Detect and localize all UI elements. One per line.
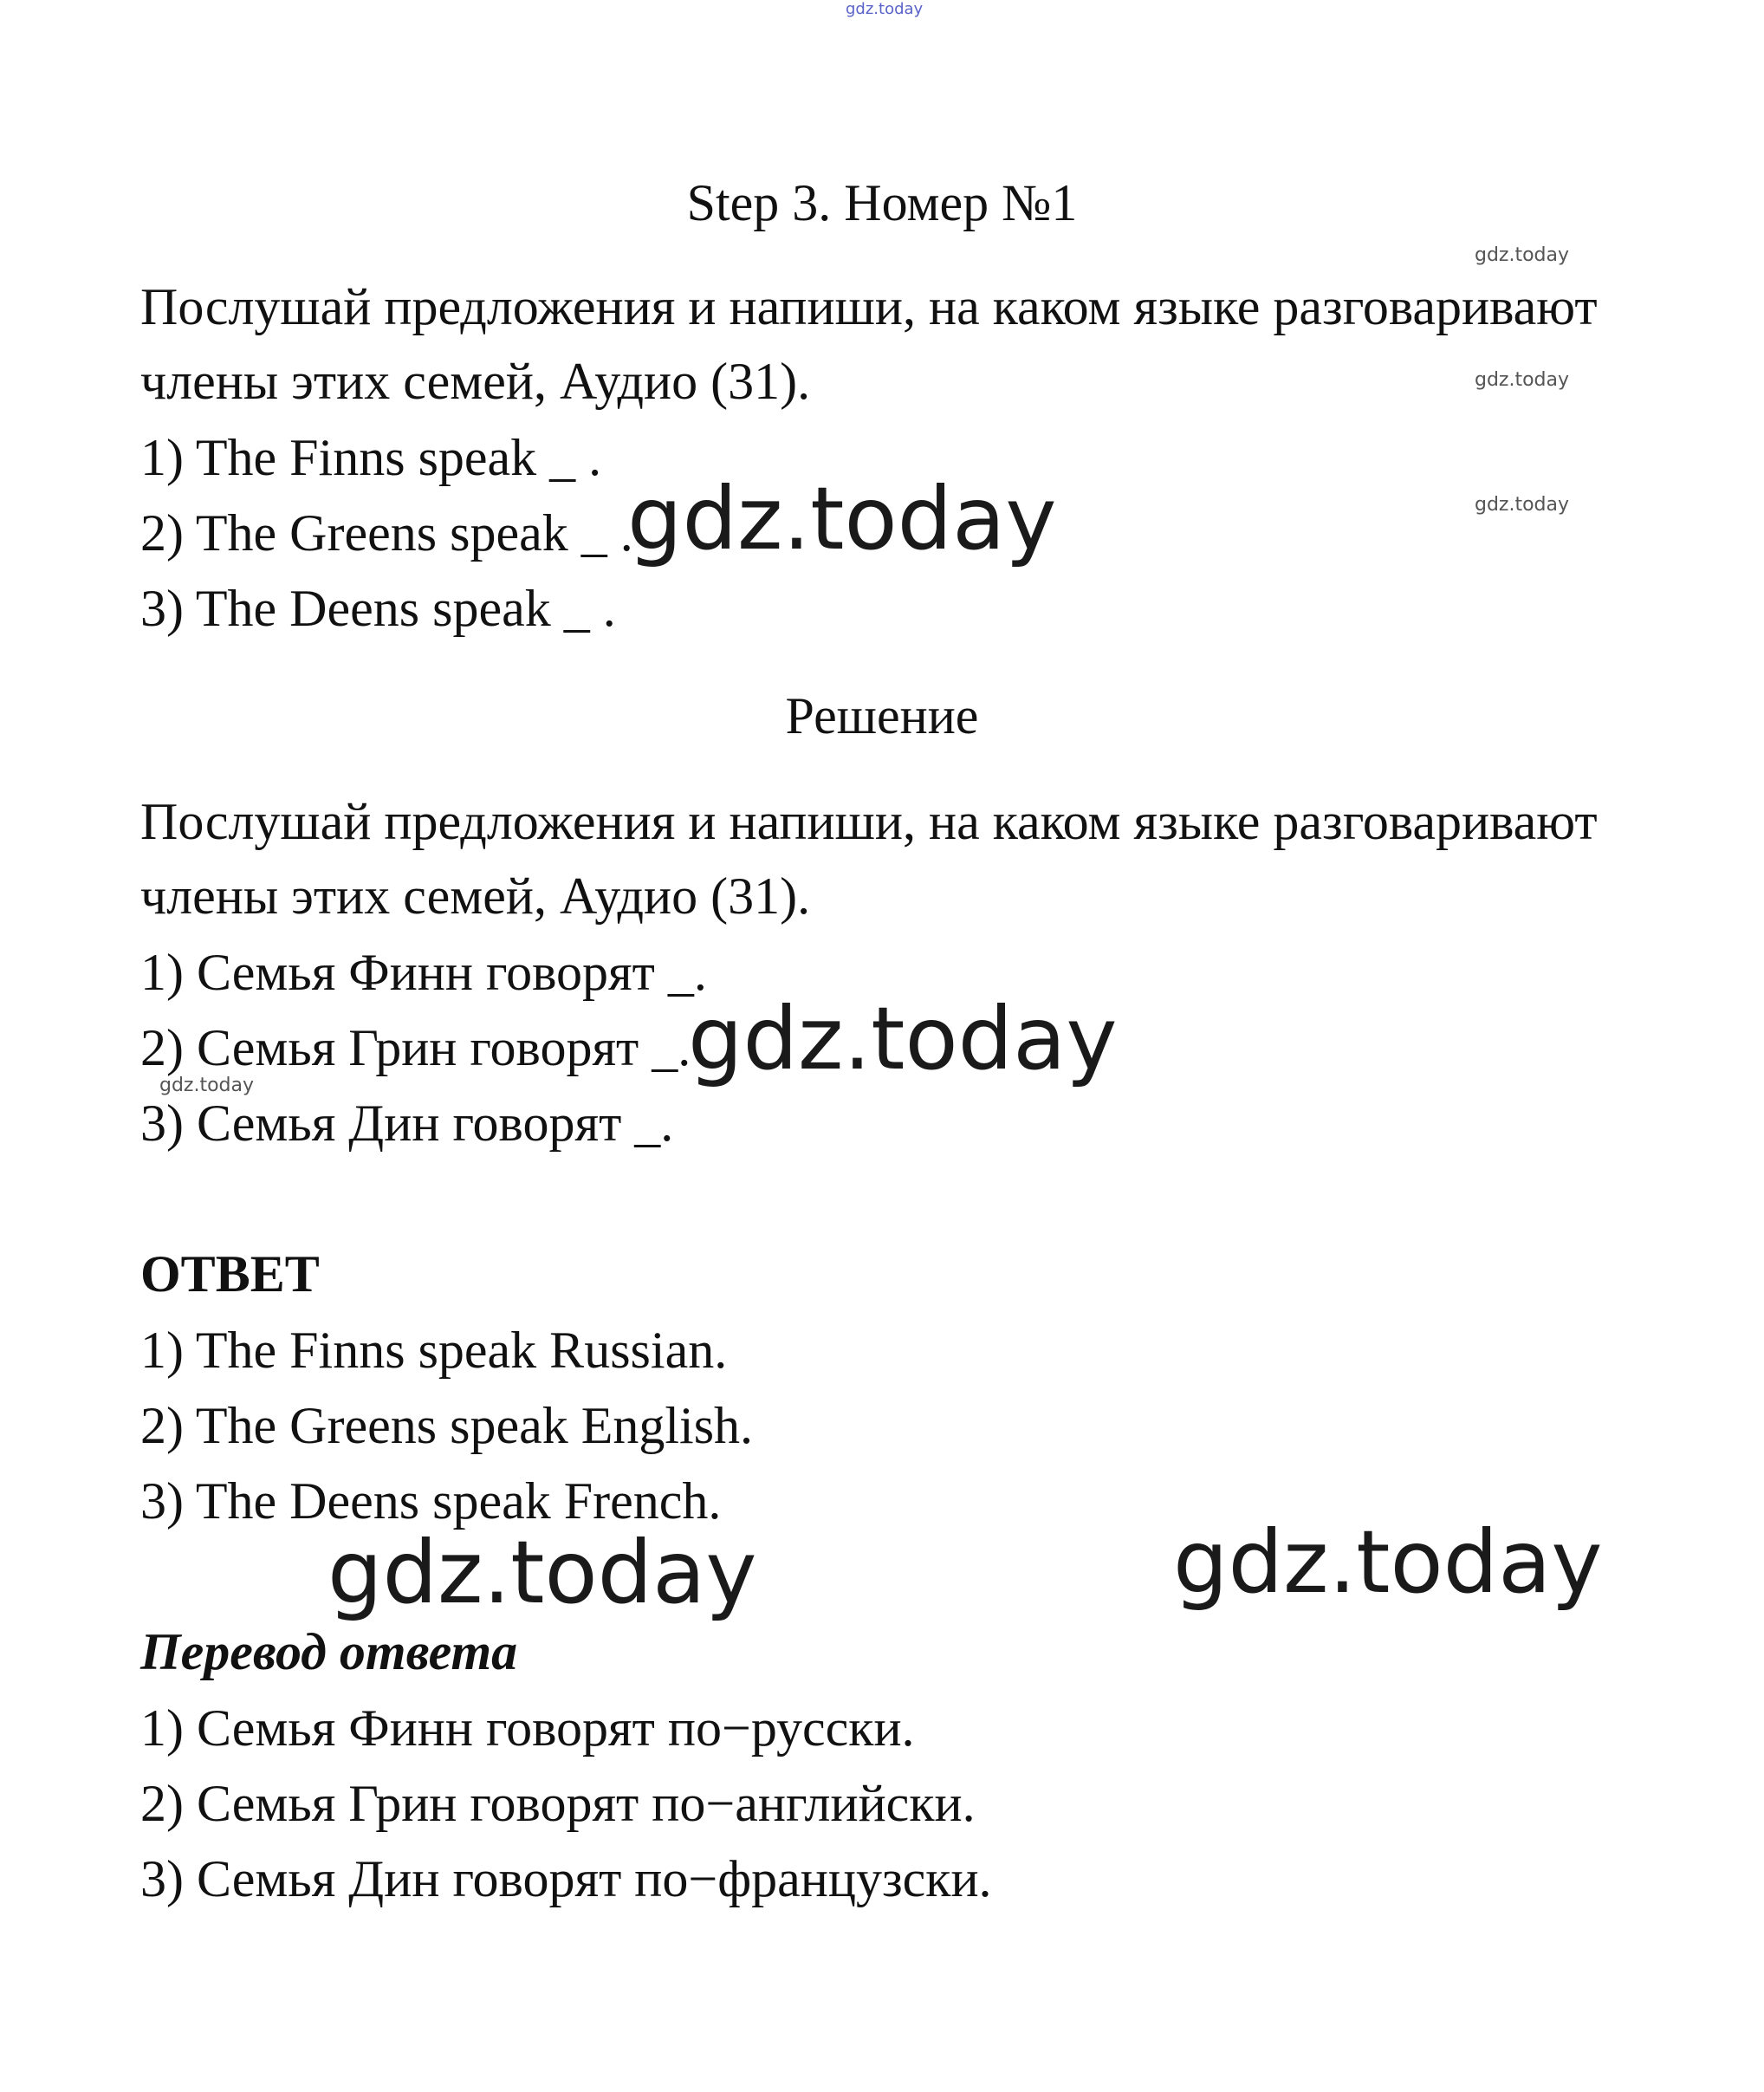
solution-text-line-1: Послушай предложения и напиши, на каком языке разговаривают xyxy=(140,793,1598,850)
translation-item: 1) Семья Финн говорят по−русски. xyxy=(140,1699,915,1757)
task-item: 2) The Greens speak _ . xyxy=(140,504,633,562)
page-title: Step 3. Номер №1 xyxy=(686,174,1078,231)
watermark-small-3: gdz.today xyxy=(1475,494,1570,516)
solution-text-line-2: члены этих семей, Аудио (31). xyxy=(140,867,811,925)
watermark-large-1: gdz.today xyxy=(627,468,1057,569)
task-text-line-1: Послушай предложения и напиши, на каком языке разговаривают xyxy=(140,278,1598,335)
translation-heading: Перевод ответа xyxy=(140,1623,518,1680)
task-item: 3) The Deens speak _ . xyxy=(140,580,616,637)
task-text-line-2: члены этих семей, Аудио (31). xyxy=(140,353,811,410)
watermark-large-4: gdz.today xyxy=(1173,1511,1603,1613)
answer-heading: ОТВЕТ xyxy=(140,1245,320,1303)
solution-item: 3) Семья Дин говорят _. xyxy=(140,1095,674,1152)
watermark-small-2: gdz.today xyxy=(1475,369,1570,391)
answer-item: 1) The Finns speak Russian. xyxy=(140,1322,728,1379)
translation-item: 2) Семья Грин говорят по−английски. xyxy=(140,1775,976,1832)
solution-item: 1) Семья Финн говорят _. xyxy=(140,944,707,1001)
watermark-small-4: gdz.today xyxy=(159,1075,255,1096)
watermark-large-2: gdz.today xyxy=(688,988,1118,1089)
solution-heading: Решение xyxy=(785,687,979,744)
watermark-small-1: gdz.today xyxy=(1475,244,1570,266)
solution-item: 2) Семья Грин говорят _. xyxy=(140,1019,691,1076)
watermark-large-3: gdz.today xyxy=(328,1522,757,1623)
answer-item: 3) The Deens speak French. xyxy=(140,1472,722,1530)
translation-item: 3) Семья Дин говорят по−французски. xyxy=(140,1850,992,1907)
watermark-top: gdz.today xyxy=(846,0,924,18)
task-item: 1) The Finns speak _ . xyxy=(140,429,602,486)
answer-item: 2) The Greens speak English. xyxy=(140,1397,754,1454)
